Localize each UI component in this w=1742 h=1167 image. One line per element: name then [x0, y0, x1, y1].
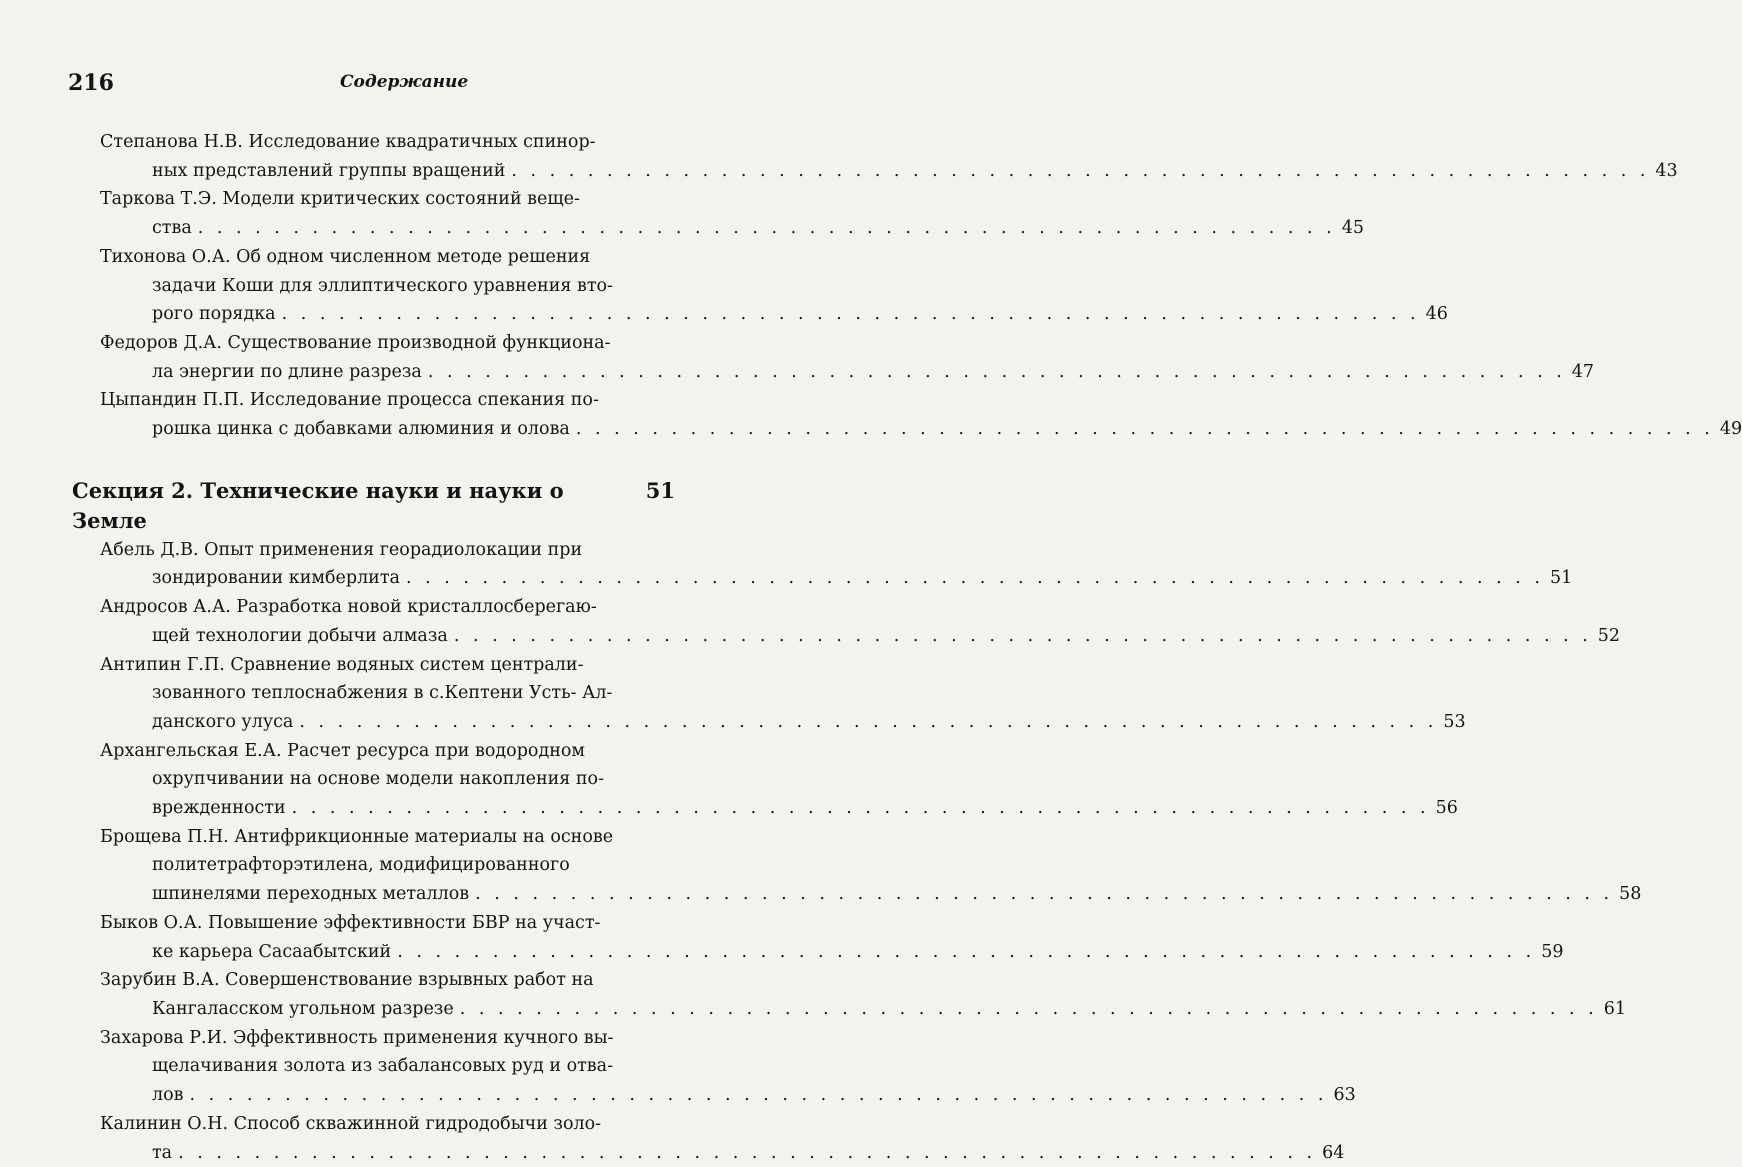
dot-leader: . . . . . . . . . . . . . . . . . . . . . . . . . . . . . . . . . . . . . . . . . . . . . . . . . . . . . . . . . . . .	[299, 708, 1437, 737]
dot-leader: . . . . . . . . . . . . . . . . . . . . . . . . . . . . . . . . . . . . . . . . . . . . . . . . . . . . . . . . . . . .	[190, 1081, 1328, 1110]
toc-entry-text: ла энергии по длине разреза	[152, 358, 422, 387]
toc-entry-text: Кангаласском угольном разрезе	[152, 995, 454, 1024]
toc-entry-line: политетрафторэтилена, модифицированного	[100, 851, 675, 880]
toc-entry-last-line	[100, 564, 675, 593]
toc-entry-line: Калинин О.Н. Способ скважинной гидродобычи золо-	[100, 1110, 675, 1139]
toc-entry-text: ке карьера Сасаабытский	[152, 938, 391, 967]
toc-entry	[100, 536, 675, 593]
toc-entry-text: ных представлений группы вращений	[152, 157, 505, 186]
toc-entry-line: Быков О.А. Повышение эффективности БВР на участ-	[100, 909, 675, 938]
toc-entry-last-line	[100, 415, 675, 444]
toc-entry-page: 47	[1572, 358, 1594, 387]
toc-entry-line: Цыпандин П.П. Исследование процесса спекания по-	[100, 386, 675, 415]
toc-entry-text: рошка цинка с добавками алюминия и олова	[152, 415, 570, 444]
page-number: 216	[68, 70, 114, 96]
toc-entry-text: шпинелями переходных металлов	[152, 880, 469, 909]
toc-entry-page: 53	[1443, 708, 1465, 737]
dot-leader: . . . . . . . . . . . . . . . . . . . . . . . . . . . . . . . . . . . . . . . . . . . . . . . . . . . . . . . . . . . .	[511, 157, 1649, 186]
toc-entry	[100, 185, 675, 242]
dot-leader: . . . . . . . . . . . . . . . . . . . . . . . . . . . . . . . . . . . . . . . . . . . . . . . . . . . . . . . . . . . .	[428, 358, 1566, 387]
document-page	[0, 0, 723, 1101]
dot-leader: . . . . . . . . . . . . . . . . . . . . . . . . . . . . . . . . . . . . . . . . . . . . . . . . . . . . . . . . . . . .	[460, 995, 1598, 1024]
section-page: 51	[646, 476, 675, 506]
dot-leader: . . . . . . . . . . . . . . . . . . . . . . . . . . . . . . . . . . . . . . . . . . . . . . . . . . . . . . . . . . . .	[178, 1139, 1316, 1167]
toc-entry-line: Абель Д.В. Опыт применения георадиолокации при	[100, 536, 675, 565]
toc-entry-last-line	[100, 708, 675, 737]
toc-entry-line: Архангельская Е.А. Расчет ресурса при водородном	[100, 737, 675, 766]
toc-section-2-entries	[100, 536, 675, 1167]
toc-entry-last-line	[100, 622, 675, 651]
toc-section-1-entries	[100, 128, 675, 444]
toc-entry	[100, 823, 675, 909]
toc-entry-last-line	[100, 938, 675, 967]
toc-entry-last-line	[100, 995, 675, 1024]
toc-entry-text: ства	[152, 214, 192, 243]
toc-entry-page: 61	[1604, 995, 1626, 1024]
toc-entry-line: Андросов А.А. Разработка новой кристаллосберегаю-	[100, 593, 675, 622]
toc-entry-page: 45	[1342, 214, 1364, 243]
toc-entry-line: задачи Коши для эллиптического уравнения вто-	[100, 272, 675, 301]
toc-entry-text: врежденности	[152, 794, 286, 823]
toc-entry-last-line	[100, 880, 675, 909]
toc-entry-last-line	[100, 157, 675, 186]
toc-entry	[100, 593, 675, 650]
toc-entry-line: Тихонова О.А. Об одном численном методе решения	[100, 243, 675, 272]
dot-leader: . . . . . . . . . . . . . . . . . . . . . . . . . . . . . . . . . . . . . . . . . . . . . . . . . . . . . . . . . . . .	[454, 622, 1592, 651]
toc-entry-text: рого порядка	[152, 300, 276, 329]
toc-entry-last-line	[100, 358, 675, 387]
toc-entry	[100, 909, 675, 966]
section-title: Секция 2. Технические науки и науки о Земле	[72, 476, 646, 536]
toc-entry-page: 49	[1720, 415, 1742, 444]
toc-entry	[100, 386, 675, 443]
toc-entry	[100, 1024, 675, 1110]
toc-entry-line: Степанова Н.В. Исследование квадратичных спинор-	[100, 128, 675, 157]
toc-entry	[100, 966, 675, 1023]
section-heading	[72, 476, 675, 536]
toc-entry-page: 63	[1333, 1081, 1355, 1110]
dot-leader: . . . . . . . . . . . . . . . . . . . . . . . . . . . . . . . . . . . . . . . . . . . . . . . . . . . . . . . . . . . .	[576, 415, 1714, 444]
toc-entry-page: 64	[1322, 1139, 1344, 1167]
dot-leader: . . . . . . . . . . . . . . . . . . . . . . . . . . . . . . . . . . . . . . . . . . . . . . . . . . . . . . . . . . . .	[397, 938, 1535, 967]
table-of-contents	[100, 128, 675, 1167]
dot-leader: . . . . . . . . . . . . . . . . . . . . . . . . . . . . . . . . . . . . . . . . . . . . . . . . . . . . . . . . . . . .	[475, 880, 1613, 909]
toc-entry-page: 43	[1655, 157, 1677, 186]
toc-entry	[100, 1110, 675, 1167]
toc-entry-line: щелачивания золота из забалансовых руд и отва-	[100, 1052, 675, 1081]
toc-entry-text: та	[152, 1139, 172, 1167]
toc-entry-page: 52	[1598, 622, 1620, 651]
dot-leader: . . . . . . . . . . . . . . . . . . . . . . . . . . . . . . . . . . . . . . . . . . . . . . . . . . . . . . . . . . . .	[292, 794, 1430, 823]
toc-entry-line: Брощева П.Н. Антифрикционные материалы на основе	[100, 823, 675, 852]
toc-entry-page: 51	[1550, 564, 1572, 593]
toc-entry-last-line	[100, 794, 675, 823]
toc-entry-text: лов	[152, 1081, 184, 1110]
toc-entry	[100, 329, 675, 386]
dot-leader: . . . . . . . . . . . . . . . . . . . . . . . . . . . . . . . . . . . . . . . . . . . . . . . . . . . . . . . . . . . .	[198, 214, 1336, 243]
toc-entry-text: данского улуса	[152, 708, 293, 737]
dot-leader: . . . . . . . . . . . . . . . . . . . . . . . . . . . . . . . . . . . . . . . . . . . . . . . . . . . . . . . . . . . .	[406, 564, 1544, 593]
toc-entry-last-line	[100, 1139, 675, 1167]
toc-entry	[100, 651, 675, 737]
toc-entry-line: Таркова Т.Э. Модели критических состояний веще-	[100, 185, 675, 214]
toc-entry-page: 58	[1619, 880, 1641, 909]
toc-entry	[100, 243, 675, 329]
toc-entry-line: зованного теплоснабжения в с.Кептени Усть- Ал-	[100, 679, 675, 708]
toc-entry-text: щей технологии добычи алмаза	[152, 622, 448, 651]
toc-entry-page: 46	[1426, 300, 1448, 329]
toc-entry-line: Федоров Д.А. Существование производной функциона-	[100, 329, 675, 358]
toc-entry-page: 56	[1436, 794, 1458, 823]
toc-entry-line: Зарубин В.А. Совершенствование взрывных работ на	[100, 966, 675, 995]
toc-entry-page: 59	[1541, 938, 1563, 967]
toc-entry	[100, 737, 675, 823]
dot-leader: . . . . . . . . . . . . . . . . . . . . . . . . . . . . . . . . . . . . . . . . . . . . . . . . . . . . . . . . . . . .	[282, 300, 1420, 329]
toc-entry-last-line	[100, 214, 675, 243]
running-header: Содержание	[340, 72, 468, 92]
toc-entry	[100, 128, 675, 185]
toc-entry-line: Захарова Р.И. Эффективность применения кучного вы-	[100, 1024, 675, 1053]
toc-entry-text: зондировании кимберлита	[152, 564, 400, 593]
toc-entry-last-line	[100, 300, 675, 329]
toc-entry-line: Антипин Г.П. Сравнение водяных систем централи-	[100, 651, 675, 680]
toc-entry-line: охрупчивании на основе модели накопления по-	[100, 765, 675, 794]
toc-entry-last-line	[100, 1081, 675, 1110]
